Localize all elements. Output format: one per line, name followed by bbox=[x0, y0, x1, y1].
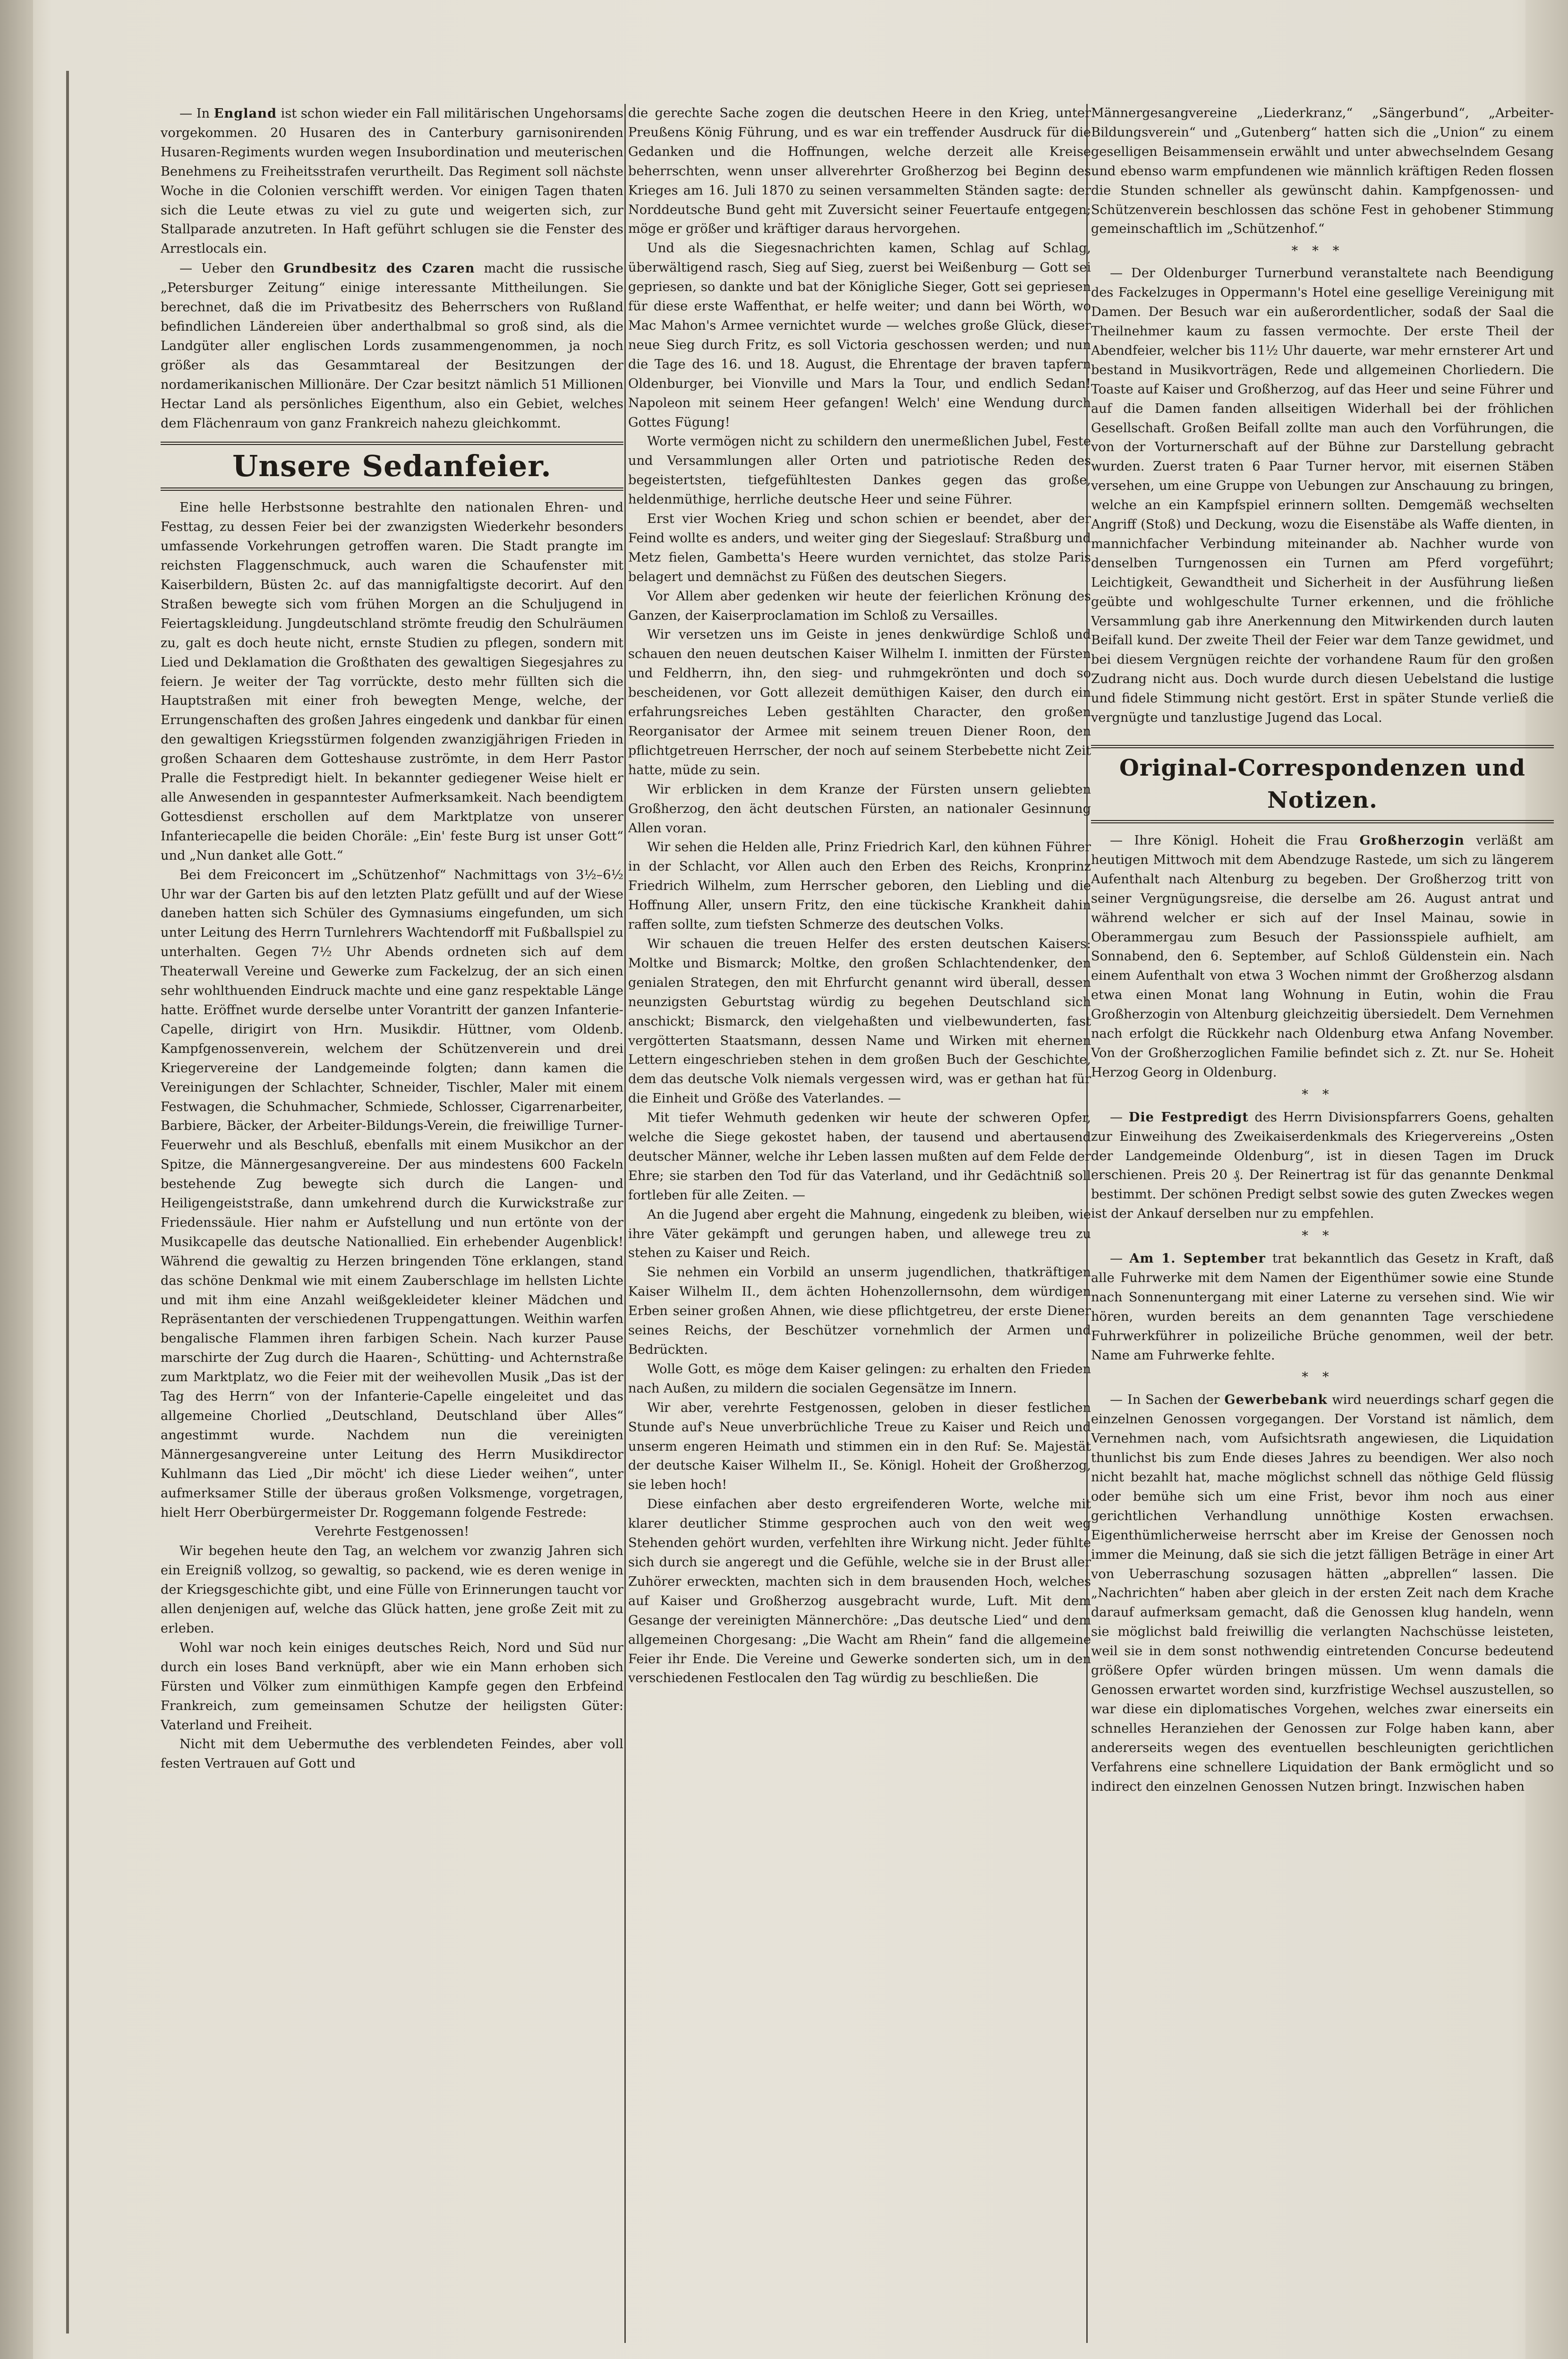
news-paragraph: — Ueber den Grundbesitz des Czaren macht die russische „Petersburger Zeitung“ einige interessante Mittheilungen. Sie berechnet, daß die im Privatbesitz des Beherrschers von Rußland befindlichen Ländereien über anderthalbmal so groß sind, als die Landgüter aller englischen Lords zusammengenommen, ja noch größer als das Gesammtareal der Besitzungen der nordamerikanischen Millionäre. Der Czar besitzt nämlich 51 Millionen Hectar Land als persönliches Eigenthum, also ein Gebiet, welches dem Flächenraum von ganz Frankreich nahezu gleichkommt. bbox=[161, 261, 623, 431]
speech-paragraph: Wohl war noch kein einiges deutsches Reich, Nord und Süd nur durch ein loses Band verknüpft, aber wie ein Mann erhoben sich Fürsten und Völker zum einmüthigen Kampfe gegen den Erbfeind Frankreich, zum gemeinsamen Schutze der heiligsten Güter: Vaterland und Freiheit. bbox=[161, 1640, 623, 1733]
news-note: — Am 1. September trat bekanntlich das Gesetz in Kraft, daß alle Fuhrwerke mit dem Namen der Eigenthümer sowie eine Stunde nach Sonnenuntergang mit einer Laterne zu versehen sind. Wie wir hören, wurden bereits an dem genannten Tage verschiedene Fuhrwerkführer in polizeiliche Brüche genommen, weil der betr. Name am Fuhrwerke fehlte. bbox=[1091, 1251, 1554, 1363]
news-note: — Ihre Königl. Hoheit die Frau Großherzogin verläßt am heutigen Mittwoch mit dem Abendzuge Rastede, um sich zu längerem Aufenthalt nach Altenburg zu begeben. Der Großherzog tritt von seiner Vergnügungsreise, die derselbe am 26. August antrat und während welcher er sich auf der Insel Mainau, sowie in Oberammergau zum Besuch der Passionsspiele aufhielt, am Sonnabend, den 6. September, auf Schloß Güldenstein ein. Nach einem Aufenthalt von etwa 3 Wochen nimmt der Großherzog alsdann etwa einen Monat lang Wohnung in Eutin, wohin die Frau Großherzogin von Altenburg gleichzeitig übersiedelt. Dem Vernehmen nach erfolgt die Rückkehr nach Oldenburg etwa Anfang November. Von der Großherzoglichen Familie befindet sich z. Zt. nur Se. Hoheit Herzog Georg in Oldenburg. bbox=[1091, 833, 1554, 1080]
column-3 bbox=[1091, 104, 1554, 2343]
article-paragraph: Erst vier Wochen Krieg und schon schien er beendet, aber der Feind wollte es anders, und weiter ging der Siegeslauf: Straßburg und Metz fielen, Gambetta's Heere wurden vernichtet, das stolze Paris belagert und demnächst zu Füßen des deutschen Siegers. bbox=[628, 512, 1091, 584]
article-paragraph: die gerechte Sache zogen die deutschen Heere in den Krieg, unter Preußens König Führung, und es war ein treffender Ausdruck für die Gedanken und die Hoffnungen, welche derzeit alle Kreise beherrschten, wenn unser allverehrter Großherzog bei Beginn des Krieges am 16. Juli 1870 zu seinen versammelten Ständen sagte: der Norddeutsche Bund geht mit Zuversicht seiner Feuertaufe entgegen; möge er größer und kräftiger daraus hervorgehen. bbox=[628, 106, 1091, 237]
news-note: — In Sachen der Gewerbebank wird neuerdings scharf gegen die einzelnen Genossen vorgegangen. Der Vorstand ist nämlich, dem Vernehmen nach, vom Aufsichtsrath angewiesen, die Liquidation thunlichst bis zum Ende dieses Jahres zu beendigen. Wer also noch nicht bezahlt hat, mache möglichst schnell das nöthige Geld flüssig oder bemühe sich um eine Frist, bevor ihm noch aus einer gerichtlichen Verhandlung unnöthige Kosten erwachsen. Eigenthümlicherweise herrscht aber im Kreise der Genossen noch immer die Meinung, daß sie sich die jetzt fälligen Beträge in einer Art von Ueberraschung sozusagen hätten „abprellen“ lassen. Die „Nachrichten“ haben aber gleich in der ersten Zeit nach dem Krache darauf aufmerksam gemacht, daß die Genossen klug handeln, wenn sie möglichst bald freiwillig die verlangten Nachschüsse leisteten, weil sie in dem sonst nothwendig eintretenden Concurse bedeutend größere Opfer würden bringen müssen. Um wenn damals die Genossen erwartet worden sind, kurzfristige Wechsel auszustellen, so war diese ein diplomatisches Vorgehen, welches zwar einerseits ein schnelles Heranziehen der Genossen zur Folge haben kann, aber andererseits wegen des eventuellen beschleunigten gerichtlichen Verfahrens eine schnellere Liquidation der Bank ermöglicht und so indirect den einzelnen Genossen Nutzen bringt. Inzwischen haben bbox=[1091, 1392, 1554, 1794]
speech-paragraph: Wir begehen heute den Tag, an welchem vor zwanzig Jahren sich ein Ereigniß vollzog, so gewaltig, so packend, wie es deren wenige in der Kriegsgeschichte gibt, und eine Fülle von Erinnerungen taucht vor allen denjenigen auf, welche das Glück hatten, jene große Zeit mit zu erleben. bbox=[161, 1544, 623, 1636]
asterism-divider: *​* bbox=[1302, 1370, 1343, 1385]
article-paragraph: — Der Oldenburger Turnerbund veranstaltete nach Beendigung des Fackelzuges in Oppermann's Hotel eine gesellige Vereinigung mit Damen. Der Besuch war ein außerordentlicher, sodaß der Saal die Theilnehmer kaum zu fassen vermochte. Der erste Theil der Abendfeier, welcher bis 11½ Uhr dauerte, war mehr ernsterer Art und bestand in Musikvorträgen, Rede und allgemeinen Chorliedern. Die Toaste auf Kaiser und Großherzog, auf das Heer und seine Führer und auf die Damen fanden allseitigen Widerhall bei der fröhlichen Gesellschaft. Großen Beifall zollte man auch den Vorführungen, die von der Vorturnerschaft auf der Bühne zur Darstellung gebracht wurden. Zuerst traten 6 Paar Turner hervor, mit eisernen Stäben versehen, um eine Gruppe von Uebungen zur Anschauung zu bringen, welche an ein Kampfspiel erinnern sollten. Demgemäß wechselten Angriff (Stoß) und Deckung, wozu die Eisenstäbe als Waffe dienten, in mannichfacher Verbindung miteinander ab. Nachher wurde von denselben Turngenossen ein Turnen am Pferd vorgeführt; Leichtigkeit, Gewandtheit und Sicherheit in der Ausführung ließen geübte und wohlgeschulte Turner erkennen, und die fröhliche Versammlung gab ihre Anerkennung den Mitwirkenden durch lauten Beifall kund. Der zweite Theil der Feier war dem Tanze gewidmet, und bei diesem Vergnügen reichte der vorhandene Raum für den großen Zudrang nicht aus. Doch wurde durch diesen Uebelstand die lustige und fidele Stimmung nicht gestört. Erst in später Stunde verließ die vergnügte und tanzlustige Jugend das Local. bbox=[1091, 266, 1554, 726]
article-paragraph: Eine helle Herbstsonne bestrahlte den nationalen Ehren- und Festtag, zu dessen Feier bei der zwanzigsten Wiederkehr besonders umfassende Vorkehrungen getroffen waren. Die Stadt prangte im reichsten Flaggenschmuck, auch waren die Schaufenster mit Kaiserbildern, Büsten 2c. auf das mannigfaltigste decorirt. Auf den Straßen bewegte sich vom frühen Morgen an die Schuljugend in Feiertagskleidung. Jungdeutschland strömte freudig den Schulräumen zu, galt es doch heute nicht, ernste Studien zu pflegen, sondern mit Lied und Deklamation die Großthaten des gewaltigen Siegesjahres zu feiern. Je weiter der Tag vorrückte, desto mehr füllten sich die Hauptstraßen mit einer froh bewegten Menge, welche, der Errungenschaften des großen Jahres eingedenk und dankbar für einen den gewaltigen Kriegsstürmen folgenden zwanzigjährigen Frieden in großen Schaaren dem Gotteshause zuströmte, in dem Herr Pastor Pralle die Festpredigt hielt. In bekannter gediegener Weise hielt er alle Anwesenden in gespanntester Aufmerksamkeit. Nach beendigtem Gottesdienst erschollen auf dem Marktplatze von unserer Infanteriecapelle die beiden Choräle: „Ein' feste Burg ist unser Gott“ und „Nun danket alle Gott.“ bbox=[161, 500, 623, 863]
column-1 bbox=[161, 104, 623, 2343]
asterism-divider: *​* bbox=[1302, 1229, 1343, 1244]
article-paragraph: Und als die Siegesnachrichten kamen, Schlag auf Schlag, überwältigend rasch, Sieg auf Sieg, zuerst bei Weißenburg — Gott sei gepriesen, so dankte und bat der Königliche Sieger, Gott sei gepriesen für diese erste Waffenthat, er helfe weiter; und dann bei Wörth, wo Mac Mahon's Armee vernichtet wurde — welches große Glück, dieser neue Sieg durch Fritz, es soll Victoria geschossen werden; und nun die Tage des 16. und 18. August, die Ehrentage der braven tapfern Oldenburger, bei Vionville und Mars la Tour, und endlich Sedan! Napoleon mit seinem Heer gefangen! Welch' eine Wendung durch Gottes Fügung! bbox=[628, 241, 1091, 430]
article-paragraph: Bei dem Freiconcert im „Schützenhof“ Nachmittags von 3½–6½ Uhr war der Garten bis auf den letzten Platz gefüllt und auf der Wiese daneben hatten sich Schüler des Gymnasiums eingefunden, um sich unter Leitung des Herrn Turnlehrers Wachtendorff mit Fußballspiel zu unterhalten. Gegen 7½ Uhr Abends ordneten sich auf dem Theaterwall Vereine und Gewerke zum Fackelzug, der an sich einen sehr wohlthuenden Eindruck machte und eine ganz respektable Länge hatte. Eröffnet wurde derselbe unter Vorantritt der ganzen Infanterie-Capelle, dirigirt von Hrn. Musikdir. Hüttner, vom Oldenb. Kampfgenossenverein, welchem der Schützenverein und drei Kriegervereine der Landgemeinde folgten; dann kamen die Vereinigungen der Schlachter, Schneider, Tischler, Maler mit einem Festwagen, die Schuhmacher, Schmiede, Schlosser, Cigarrenarbeiter, Barbiere, Bäcker, der Arbeiter-Bildungs-Verein, die freiwillige Turner-Feuerwehr und als Beschluß, ebenfalls mit einem Musikchor an der Spitze, die Männergesangvereine. Der aus mindestens 600 Fackeln bestehende Zug bewegte sich durch die Langen- und Heiligengeiststraße, dann umkehrend durch die Kurwickstraße zur Friedenssäule. Hier nahm er Aufstellung und nun ertönte von der Musikcapelle das deutsche Nationallied. Ein erhebender Augenblick! Während die gewaltig zu Herzen bringenden Töne erklangen, stand das schöne Denkmal wie mit einem Zauberschlage im hellsten Lichte und mit ihm eine Anzahl weißgekleideter kleiner Mädchen und Repräsentanten der verschiedenen Truppengattungen. Weithin warfen bengalische Flammen ihren farbigen Schein. Nach kurzer Pause marschirte der Zug durch die Haaren-, Schütting- und Achternstraße zum Marktplatz, wo die Feier mit der weihevollen Musik „Das ist der Tag des Herrn“ von der Infanterie-Capelle eingeleitet und das allgemeine Chorlied „Deutschland, Deutschland über Alles“ angestimmt wurde. Nachdem nun die vereinigten Männergesangvereine unter Leitung des Herrn Musikdirector Kuhlmann das Lied „Dir möcht' ich diese Lieder weihen“, unter aufmerksamer Stille der überaus großen Volksmenge, vorgetragen, hielt Herr Oberbürgermeister Dr. Roggemann folgende Festrede: bbox=[161, 867, 623, 1520]
article-paragraph: An die Jugend aber ergeht die Mahnung, eingedenk zu bleiben, wie ihre Väter gekämpft und gerungen haben, und allewege treu zu stehen zu Kaiser und Reich. bbox=[628, 1207, 1091, 1261]
book-spine-shadow bbox=[0, 0, 33, 2359]
section-heading: Original-Correspondenzen und Notizen. bbox=[1091, 745, 1554, 823]
asterism-divider: *​* bbox=[1302, 1087, 1343, 1102]
article-paragraph: Wir erblicken in dem Kranze der Fürsten unsern geliebten Großherzog, den ächt deutschen Fürsten, an nationaler Gesinnung Allen voran. bbox=[628, 782, 1091, 836]
article-paragraph: Wir schauen die treuen Helfer des ersten deutschen Kaisers: Moltke und Bismarck; Moltke, den großen Schlachtendenker, den genialen Strategen, den mit Ehrfurcht genannt wird überall, dessen neunzigsten Geburtstag würdig zu begehen Deutschland sich anschickt; Bismarck, den vielgehaßten und vielbewunderten, fast vergötterten Staatsmann, dessen Name und Wirken mit ehernen Lettern eingeschrieben stehen in dem großen Buch der Geschichte, dem das deutsche Volk niemals vergessen wird, was er gethan hat für die Einheit und Größe des Vaterlandes. — bbox=[628, 936, 1091, 1106]
speech-paragraph: Nicht mit dem Uebermuthe des verblendeten Feindes, aber voll festen Vertrauen auf Gott und bbox=[161, 1737, 623, 1771]
column-2 bbox=[628, 104, 1091, 2343]
section-heading: Unsere Sedanfeier. bbox=[161, 442, 623, 491]
article-paragraph: Worte vermögen nicht zu schildern den unermeßlichen Jubel, Feste und Versammlungen aller Orten und patriotische Reden des begeistertsten, tiefgefühltesten Dankes gegen das große, heldenmüthige, herrliche deutsche Heer und seine Führer. bbox=[628, 434, 1091, 507]
article-paragraph: Wir versetzen uns im Geiste in jenes denkwürdige Schloß und schauen den neuen deutschen Kaiser Wilhelm I. inmitten der Fürsten und Feldherrn, ihn, den sieg- und ruhmgekrönten und doch so bescheidenen, vor Gott allezeit demüthigen Kaiser, den durch ein erfahrungsreiches Leben gestählten Character, den großen Reorganisator der Armee mit seinem treuen Diener Roon, den pflichtgetreuen Herrscher, der noch auf seinem Sterbebette nicht Zeit hatte, müde zu sein. bbox=[628, 627, 1091, 778]
article-paragraph: Sie nehmen ein Vorbild an unserm jugendlichen, thatkräftigen Kaiser Wilhelm II., dem ächten Hohenzollernsohn, dem würdigen Erben seiner großen Ahnen, wie diese pflichtgetreu, der erste Diener seines Reichs, der Beschützer vornehmlich der Armen und Bedrückten. bbox=[628, 1265, 1091, 1357]
article-paragraph: Wir sehen die Helden alle, Prinz Friedrich Karl, den kühnen Führer in der Schlacht, vor Allen auch den Erben des Reichs, Kronprinz Friedrich Wilhelm, zum Herrscher geboren, den Liebling und die Hoffnung Aller, unsern Fritz, den eine tückische Krankheit dahin raffen sollte, zum tiefsten Schmerze des deutschen Volks. bbox=[628, 840, 1091, 932]
speech-address: Verehrte Festgenossen! bbox=[315, 1524, 469, 1539]
asterism-divider: *​*​* bbox=[1291, 244, 1354, 259]
article-paragraph: Vor Allem aber gedenken wir heute der feierlichen Krönung des Ganzen, der Kaiserproclamation im Schloß zu Versailles. bbox=[628, 589, 1091, 623]
article-paragraph: Wolle Gott, es möge dem Kaiser gelingen: zu erhalten den Frieden nach Außen, zu mildern die socialen Gegensätze im Innern. bbox=[628, 1361, 1091, 1396]
news-paragraph: — In England ist schon wieder ein Fall militärischen Ungehorsams vorgekommen. 20 Husaren des in Canterbury garnisonirenden Husaren-Regiments wurden wegen Insubordination und meuterischen Benehmens zu Freiheitsstrafen verurtheilt. Das Regiment soll nächste Woche in die Colonien verschifft werden. Vor einigen Tagen thaten sich die Leute etwas zu viel zu gute und weigerten sich, zur Stallparade anzutreten. In Haft geführt schlugen sie die Fenster des Arrestlocals ein. bbox=[161, 106, 623, 256]
article-paragraph: Wir aber, verehrte Festgenossen, geloben in dieser festlichen Stunde auf's Neue unverbrüchliche Treue zu Kaiser und Reich und unserm engeren Heimath und stimmen ein in den Ruf: Se. Majestät der deutsche Kaiser Wilhelm II., Se. Königl. Hoheit der Großherzog, sie leben hoch! bbox=[628, 1400, 1091, 1493]
column-rule-1 bbox=[624, 104, 626, 2343]
news-note: — Die Festpredigt des Herrn Divisionspfarrers Goens, gehalten zur Einweihung des Zweikaiserdenkmals des Kriegervereins „Osten der Landgemeinde Oldenburg“, ist in diesen Tagen im Druck erschienen. Preis 20 ₰. Der Reinertrag ist für das genannte Denkmal bestimmt. Der schönen Predigt selbst sowie des guten Zweckes wegen ist der Ankauf derselben nur zu empfehlen. bbox=[1091, 1109, 1554, 1222]
article-paragraph: Mit tiefer Wehmuth gedenken wir heute der schweren Opfer, welche die Siege gekostet haben, der tausend und abertausend deutscher Männer, welche ihr Leben lassen mußten auf dem Felde der Ehre; sie starben den Tod für das Vaterland, und ihr Gedächtniß soll fortleben für alle Zeiten. — bbox=[628, 1111, 1091, 1203]
article-paragraph: Männergesangvereine „Liederkranz,“ „Sängerbund“, „Arbeiter-Bildungsverein“ und „Gutenberg“ hatten sich die „Union“ zu einem geselligen Beisammensein erwählt und unter abwechselndem Gesang und ebenso warm empfundenen wie männlich kräftigen Reden flossen die Stunden schneller als gewünscht dahin. Kampfgenossen- und Schützenverein beschlossen das schöne Fest in gehobener Stimmung gemeinschaftlich im „Schützenhof.“ bbox=[1091, 106, 1554, 237]
article-paragraph: Diese einfachen aber desto ergreifenderen Worte, welche mit klarer deutlicher Stimme gesprochen auch von den weit weg Stehenden gehört wurden, verfehlten ihre Wirkung nicht. Jeder fühlte sich durch sie angeregt und die Gefühle, welche sie in der Brust aller Zuhörer erweckten, machten sich in dem brausenden Hoch, welches auf Kaiser und Großherzog ausgebracht wurde, Luft. Mit dem Gesange der vereinigten Männerchöre: „Das deutsche Lied“ und dem allgemeinen Chorgesang: „Die Wacht am Rhein“ fand die allgemeine Feier ihr Ende. Die Vereine und Gewerke sonderten sich, um in den verschiedenen Festlocalen den Tag würdig zu beschließen. Die bbox=[628, 1497, 1091, 1686]
